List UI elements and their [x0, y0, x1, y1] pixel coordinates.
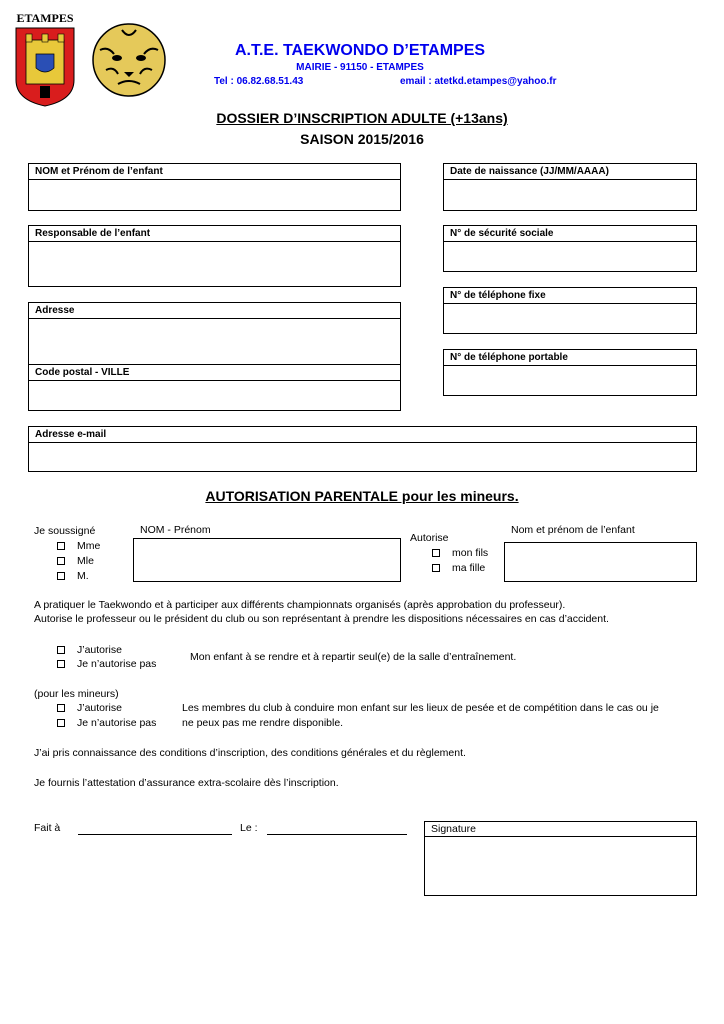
checkbox-icon[interactable] — [57, 572, 65, 580]
civilite-mle[interactable]: Mle — [57, 555, 94, 567]
cp-ville-label: Code postal - VILLE — [29, 365, 400, 381]
club-email: email : atetkd.etampes@yahoo.fr — [400, 76, 557, 87]
competition-text-2: ne peux pas me rendre disponible. — [182, 717, 344, 729]
responsable-label: Responsable de l’enfant — [29, 226, 400, 242]
club-phone: Tel : 06.82.68.51.43 — [214, 76, 304, 87]
checkbox-icon[interactable] — [57, 646, 65, 654]
date-label: Le : — [240, 822, 258, 834]
connaissance-text: J’ai pris connaissance des conditions d’inscription, des conditions générales et du règlement. — [34, 747, 466, 759]
adresse-field[interactable] — [28, 302, 401, 365]
seul-text: Mon enfant à se rendre et à repartir seul(e) de la salle d’entraînement. — [190, 651, 517, 663]
checkbox-icon[interactable] — [57, 660, 65, 668]
seul-autorise-option[interactable]: J’autorise — [57, 644, 122, 656]
autorise-label: Autorise — [410, 532, 449, 544]
nom-prenom-label: NOM et Prénom de l’enfant — [29, 164, 400, 180]
checkbox-icon[interactable] — [57, 557, 65, 565]
nom-enfant-label: Nom et prénom de l’enfant — [511, 524, 635, 536]
child-name-input[interactable] — [504, 542, 697, 582]
email-field[interactable] — [28, 426, 697, 472]
seul-non-autorise-option[interactable]: Je n’autorise pas — [57, 658, 156, 670]
competition-autorise-option[interactable]: J’autorise — [57, 702, 122, 714]
checkbox-icon[interactable] — [432, 549, 440, 557]
tiger-logo — [88, 20, 170, 100]
date-naissance-label: Date de naissance (JJ/MM/AAAA) — [444, 164, 696, 180]
checkbox-icon[interactable] — [57, 704, 65, 712]
signature-box[interactable] — [424, 821, 697, 896]
authorization-title: AUTORISATION PARENTALE pour les mineurs. — [205, 488, 519, 504]
tel-fixe-label: N° de téléphone fixe — [444, 288, 696, 304]
ma-fille-option[interactable]: ma fille — [432, 562, 485, 574]
form-season: SAISON 2015/2016 — [300, 131, 424, 147]
civilite-m[interactable]: M. — [57, 570, 89, 582]
email-label: Adresse e-mail — [29, 427, 696, 443]
etampes-crest-logo — [12, 10, 78, 108]
pour-mineurs-label: (pour les mineurs) — [34, 688, 119, 700]
tel-fixe-field[interactable] — [443, 287, 697, 334]
soussigne-label: Je soussigné — [34, 525, 96, 537]
paragraph-pratique: A pratiquer le Taekwondo et à participer aux différents championnats organisés (après approbation du professeur). — [34, 599, 566, 611]
tel-portable-label: N° de téléphone portable — [444, 350, 696, 366]
date-naissance-field[interactable] — [443, 163, 697, 211]
fait-a-input[interactable] — [78, 834, 232, 835]
mon-fils-option[interactable]: mon fils — [432, 547, 488, 559]
paragraph-accident: Autorise le professeur ou le président du club ou son représentant à prendre les dispositions nécessaires en cas d’accident. — [34, 613, 609, 625]
date-input[interactable] — [267, 834, 407, 835]
nom-prenom-parent-label: NOM - Prénom — [140, 524, 211, 536]
svg-text:ETAMPES: ETAMPES — [16, 11, 74, 25]
form-title: DOSSIER D’INSCRIPTION ADULTE (+13ans) — [216, 110, 508, 126]
checkbox-icon[interactable] — [57, 719, 65, 727]
competition-text-1: Les membres du club à conduire mon enfant sur les lieux de pesée et de compétition dans le cas ou je — [182, 702, 659, 714]
checkbox-icon[interactable] — [432, 564, 440, 572]
parent-name-input[interactable] — [133, 538, 401, 582]
responsable-field[interactable] — [28, 225, 401, 287]
fait-a-label: Fait à — [34, 822, 61, 834]
club-title: A.T.E. TAEKWONDO D’ETAMPES — [234, 42, 486, 59]
checkbox-icon[interactable] — [57, 542, 65, 550]
competition-non-autorise-option[interactable]: Je n’autorise pas — [57, 717, 156, 729]
adresse-label: Adresse — [29, 303, 400, 319]
secu-field[interactable] — [443, 225, 697, 272]
assurance-text: Je fournis l’attestation d’assurance extra-scolaire dès l’inscription. — [34, 777, 339, 789]
nom-prenom-field[interactable] — [28, 163, 401, 211]
club-address: MAIRIE - 91150 - ETAMPES — [296, 62, 424, 73]
secu-label: N° de sécurité sociale — [444, 226, 696, 242]
signature-label: Signature — [425, 822, 696, 837]
tel-portable-field[interactable] — [443, 349, 697, 396]
cp-ville-field[interactable] — [28, 364, 401, 411]
civilite-mme[interactable]: Mme — [57, 540, 100, 552]
